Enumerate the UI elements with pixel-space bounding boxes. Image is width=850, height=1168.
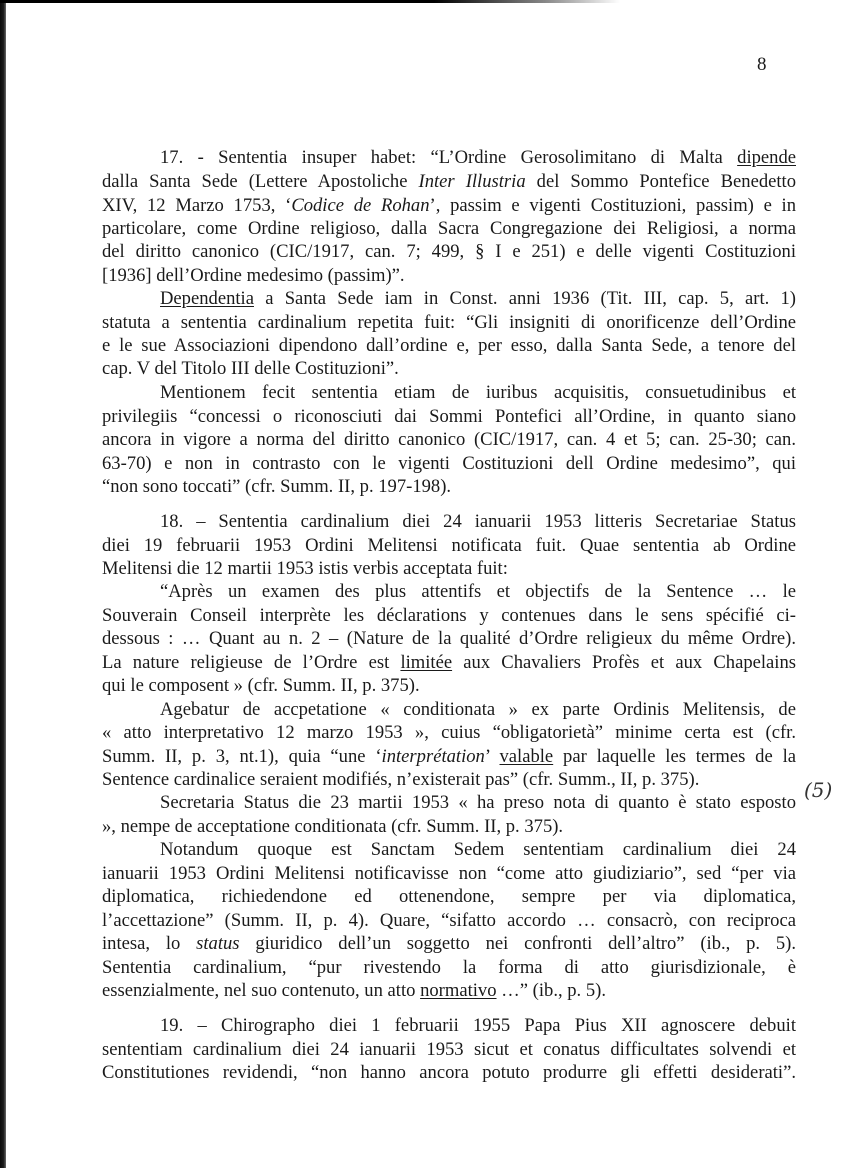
- text-segment: “non sono toccati” (cfr. Summ. II, p. 197-198).: [102, 476, 452, 497]
- italic-text: interprétation: [381, 746, 485, 767]
- text-line: [102, 722, 796, 744]
- text-segment: intesa, lo: [102, 933, 197, 954]
- text-line: [102, 195, 796, 217]
- text-segment: aux Chavaliers Profès et aux Chapelains: [452, 652, 796, 673]
- text-segment: Melitensi die 12 martii 1953 istis verbis acceptata fuit:: [102, 558, 508, 579]
- text-segment: 18. – Sententia cardinalium diei 24 ianuarii 1953 litteris Secretariae Status: [160, 511, 796, 532]
- text-line: [102, 605, 796, 627]
- text-segment: par laquelle les termes de la: [553, 746, 796, 767]
- text-segment: e le sue Associazioni dipendono dall’ordine e, per esso, dalla Santa Sede, a tenore del: [102, 335, 796, 356]
- text-line: [102, 312, 796, 334]
- text-segment: essenzialmente, nel suo contenuto, un atto: [102, 980, 421, 1001]
- text-line: [102, 816, 796, 838]
- text-line: [102, 980, 796, 1002]
- text-line: [160, 581, 796, 603]
- underlined-text: normativo: [420, 980, 497, 1001]
- underlined-text: dipende: [737, 147, 796, 168]
- text-segment: dessous : … Quant au n. 2 – (Nature de la qualité d’Ordre religieux du même Ordre).: [102, 628, 796, 649]
- text-segment: XIV, 12 Marzo 1753, ‘: [102, 195, 292, 216]
- text-segment: l’accettazione” (Summ. II, p. 4). Quare, “sifatto accordo … consacrò, con reciproca: [102, 910, 796, 931]
- text-segment: cap. V del Titolo III delle Costituzioni”.: [102, 358, 399, 379]
- text-line: [102, 558, 796, 580]
- text-line: [102, 265, 796, 287]
- text-segment: giuridico dell’un soggetto nei confronti dell’altro” (ib., p. 5).: [239, 933, 796, 954]
- text-line: [102, 476, 796, 498]
- scan-border-left: [0, 0, 6, 1168]
- text-segment: diei 19 februarii 1953 Ordini Melitensi notificata fuit. Quae sententia ab Ordine: [102, 535, 796, 556]
- text-line: [102, 171, 796, 193]
- text-line: [102, 863, 796, 885]
- text-line: [102, 675, 796, 697]
- text-line: [160, 699, 796, 721]
- text-segment: », nempe de acceptatione conditionata (cfr. Summ. II, p. 375).: [102, 816, 564, 837]
- handwritten-margin-note: (5): [804, 778, 833, 802]
- text-segment: Sentence cardinalice seraient modifiés, n’existerait pas” (cfr. Summ., II, p. 375).: [102, 769, 700, 790]
- text-segment: [1936] dell’Ordine medesimo (passim)”.: [102, 265, 405, 286]
- text-segment: Notandum quoque est Sanctam Sedem sententiam cardinalium diei 24: [160, 839, 796, 860]
- underlined-text: limitée: [400, 652, 453, 673]
- text-line: [102, 886, 796, 908]
- text-segment: “Après un examen des plus attentifs et objectifs de la Sentence … le: [160, 581, 796, 602]
- text-segment: Agebatur de accpetatione « conditionata » ex parte Ordinis Melitensis, de: [160, 699, 796, 720]
- italic-text: Codice de Rohan: [291, 195, 430, 216]
- text-segment: Secretaria Status die 23 martii 1953 « ha preso nota di quanto è stato esposto: [160, 792, 796, 813]
- text-segment: statuta a sententia cardinalium repetita fuit: “Gli insigniti di onorificenze dell’Ordine: [102, 312, 796, 333]
- text-segment: dalla Santa Sede (Lettere Apostoliche: [102, 171, 419, 192]
- underlined-text: Dependentia: [160, 288, 254, 309]
- text-segment: La nature religieuse de l’Ordre est: [102, 652, 401, 673]
- text-segment: ianuarii 1953 Ordini Melitensi notificavisse non “come atto giudiziario”, sed “per via: [102, 863, 796, 884]
- text-segment: 19. – Chirographo diei 1 februarii 1955 Papa Pius XII agnoscere debuit: [160, 1015, 796, 1036]
- text-segment: diplomatica, richiedendone ed ottenendone, sempre per via diplomatica,: [102, 886, 796, 907]
- text-segment: del diritto canonico (CIC/1917, can. 7; 499, § I e 251) e delle vigenti Costituzioni: [102, 241, 796, 262]
- text-line: [102, 628, 796, 650]
- text-line: [102, 652, 796, 674]
- text-segment: Souverain Conseil interprète les déclarations y contenues dans le sens spécifié ci-: [102, 605, 796, 626]
- text-line: [160, 511, 796, 533]
- text-segment: …” (ib., p. 5).: [496, 980, 606, 1001]
- underlined-text: valable: [499, 746, 554, 767]
- text-line: [102, 335, 796, 357]
- text-segment: 17. - Sententia insuper habet: “L’Ordine Gerosolimitano di Malta: [160, 147, 738, 168]
- text-line: [160, 839, 796, 861]
- text-line: [102, 406, 796, 428]
- text-line: [160, 147, 796, 169]
- text-segment: « atto interpretativo 12 marzo 1953 », cuius “obligatorietà” minime certa est (cfr.: [102, 722, 796, 743]
- text-segment: ’, passim e vigenti Costituzioni, passim) e in: [429, 195, 797, 216]
- text-line: [102, 535, 796, 557]
- text-line: [102, 957, 796, 979]
- text-segment: privilegiis “concessi o riconosciuti dai Sommi Pontefici all’Ordine, in quanto siano: [102, 406, 796, 427]
- text-line: [102, 910, 796, 932]
- text-line: [160, 792, 796, 814]
- text-segment: sententiam cardinalium diei 24 ianuarii 1953 sicut et conatus difficultates solvendi et: [102, 1039, 796, 1060]
- text-line: [102, 358, 796, 380]
- text-line: [160, 288, 796, 310]
- italic-text: status: [196, 933, 240, 954]
- text-line: [102, 453, 796, 475]
- text-line: [102, 933, 796, 955]
- text-segment: 63-70) e non in contrasto con le vigenti Costituzioni dell Ordine medesimo”, qui: [102, 453, 796, 474]
- text-segment: Summ. II, p. 3, nt.1), quia “une ‘: [102, 746, 382, 767]
- text-segment: a Santa Sede iam in Const. anni 1936 (Tit. III, cap. 5, art. 1): [253, 288, 796, 309]
- text-line: [102, 241, 796, 263]
- text-segment: Constitutiones revidendi, “non hanno ancora potuto produrre gli effetti desiderati”.: [102, 1062, 796, 1083]
- text-line: [160, 382, 796, 404]
- text-line: [102, 746, 796, 768]
- text-line: [160, 1015, 796, 1037]
- text-segment: del Sommo Pontefice Benedetto: [525, 171, 796, 192]
- scan-border-top: [0, 0, 620, 3]
- text-line: [102, 218, 796, 240]
- text-segment: Mentionem fecit sententia etiam de iuribus acquisitis, consuetudinibus et: [160, 382, 796, 403]
- text-line: [102, 1062, 796, 1084]
- page-number: 8: [757, 54, 767, 75]
- text-line: [102, 769, 796, 791]
- text-line: [102, 429, 796, 451]
- text-segment: Sententia cardinalium, “pur rivestendo la forma di atto giurisdizionale, è: [102, 957, 796, 978]
- italic-text: Inter Illustria: [418, 171, 526, 192]
- text-segment: qui le composent » (cfr. Summ. II, p. 375).: [102, 675, 420, 696]
- text-line: [102, 1039, 796, 1061]
- text-segment: ’: [484, 746, 500, 767]
- text-segment: particolare, come Ordine religioso, dalla Sacra Congregazione dei Religiosi, a norma: [102, 218, 796, 239]
- text-segment: ancora in vigore a norma del diritto canonico (CIC/1917, can. 4 et 5; can. 25-30; can.: [102, 429, 796, 450]
